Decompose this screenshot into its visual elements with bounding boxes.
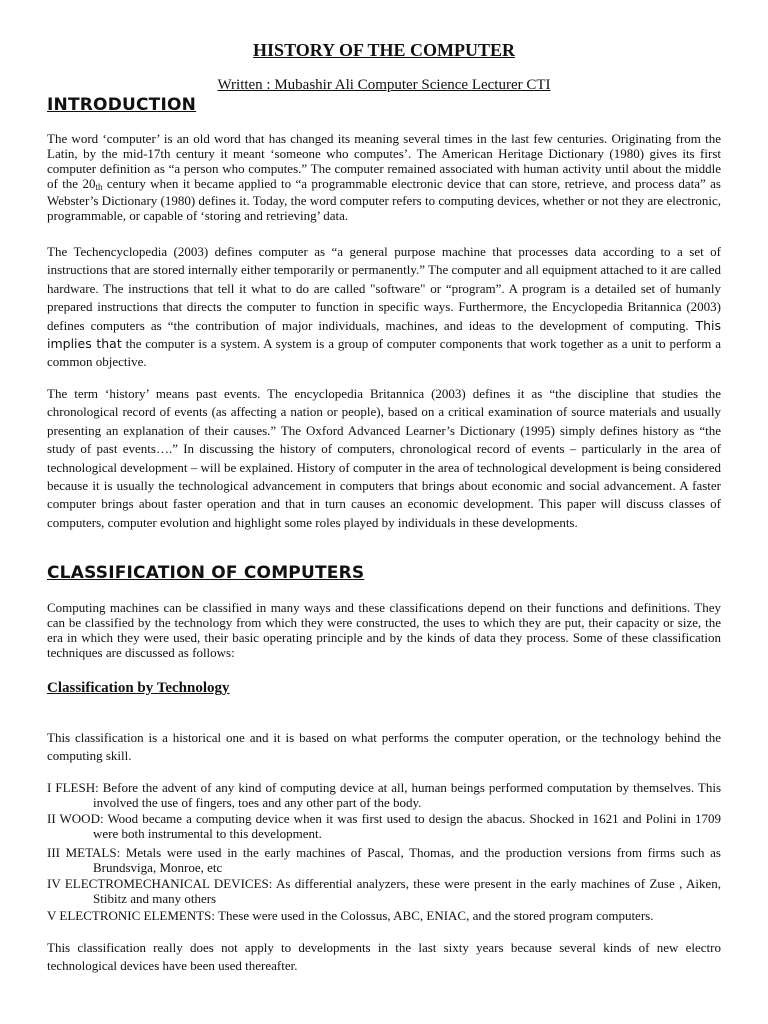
introduction-paragraph-1 — [47, 131, 721, 223]
intro-p2-text-b: the computer is a system. A system is a group of computer components that work together as a unit to perform a common objective. — [47, 336, 721, 370]
author-byline: Written : Mubashir Ali Computer Science Lecturer CTI — [217, 77, 551, 93]
intro-p1-text-b: century when it became applied to “a programmable electronic device that can store, retrieve, and process data” as Webster’s Dictionary (1980) defines it. Today, the word computer refers to computing devices, whether or not they are electronic, programmable, or capable of ‘storing and retrieving’ data. — [47, 176, 721, 223]
list-item: V ELECTRONIC ELEMENTS: These were used in the Colossus, ABC, ENIAC, and the stored program computers. — [47, 908, 654, 923]
classification-paragraph-2: This classification is a historical one and it is based on what performs the computer operation, or the technology behind the computing skill. — [47, 730, 721, 764]
intro-p2-text-a: The Techencyclopedia (2003) defines computer as “a general purpose machine that processes data according to a set of instructions that are stored internally either temporarily or permanently.” The computer and all equipment attached to it are called hardware. The instructions that tell it what to do are called "software" or “program”. A program is a detailed set of humanly prepared instructions that directs the computer to function in specific ways. Furthermore, the Encyclopedia Britannica (2003) defines computers as “the contribution of major individuals, machines, and ideas to the development of computing. — [47, 244, 721, 333]
intro-p1-text-a: The word ‘computer’ is an old word that has changed its meaning several times in the last few centuries. Originating from the Latin, by the mid-17th century it meant ‘someone who computes’. The American Heritage Dictionary (1980) gives its first computer definition as “a person who computes.” The computer remained associated with human activity until about the middle of the 20 — [47, 131, 721, 191]
document-title: HISTORY OF THE COMPUTER — [253, 40, 515, 60]
list-item: IV ELECTROMECHANICAL DEVICES: As differential analyzers, these were present in the early machines of Zuse , Aiken, Stibitz and many others — [47, 876, 721, 906]
introduction-paragraph-2 — [47, 243, 721, 372]
classification-by-technology-subheading: Classification by Technology — [47, 680, 230, 696]
list-item: II WOOD: Wood became a computing device when it was first used to design the abacus. Shocked in 1621 and Polini in 1709 were both instrumental to this development. — [47, 811, 721, 841]
introduction-paragraph-3: The term ‘history’ means past events. The encyclopedia Britannica (2003) defines it as “the discipline that studies the chronological record of events (as affecting a nation or people), based on a critical examination of source materials and usually presenting an explanation of their causes.” The Oxford Advanced Learner’s Dictionary (1995) simply defines history as “the study of past events….” In discussing the history of computers, chronological record of events – particularly in the area of technological development – will be explained. History of computer in the area of technological development is being considered because it is usually the technological advancement in computers that brings about economic and social advancement. A faster computer brings about faster operation and that in turn causes an economic development. This paper will discuss classes of computers, computer evolution and highlight some roles played by individuals in these developments. — [47, 386, 721, 530]
introduction-heading: INTRODUCTION — [47, 95, 197, 115]
classification-paragraph-1: Computing machines can be classified in many ways and these classifications depend on their functions and definitions. They can be classified by the technology from which they were constructed, the uses to which they are put, their capacity or size, the era in which they were used, their basic operating principle and by the kinds of data they process. Some of these classification techniques are discussed as follows: — [47, 600, 721, 660]
ordinal-suffix: th — [95, 182, 103, 192]
intro-p2-sans-fragment: This implies that — [47, 317, 721, 352]
list-item: I FLESH: Before the advent of any kind of computing device at all, human beings performed computation by themselves. This involved the use of fingers, toes and any other part of the body. — [47, 780, 721, 810]
classification-paragraph-3: This classification really does not apply to developments in the last sixty years because several kinds of new electro technological devices have been used thereafter. — [47, 940, 721, 974]
list-item: III METALS: Metals were used in the early machines of Pascal, Thomas, and the production versions from firms such as Brundsviga, Monroe, etc — [47, 845, 721, 875]
classification-heading: CLASSIFICATION OF COMPUTERS — [47, 563, 365, 583]
